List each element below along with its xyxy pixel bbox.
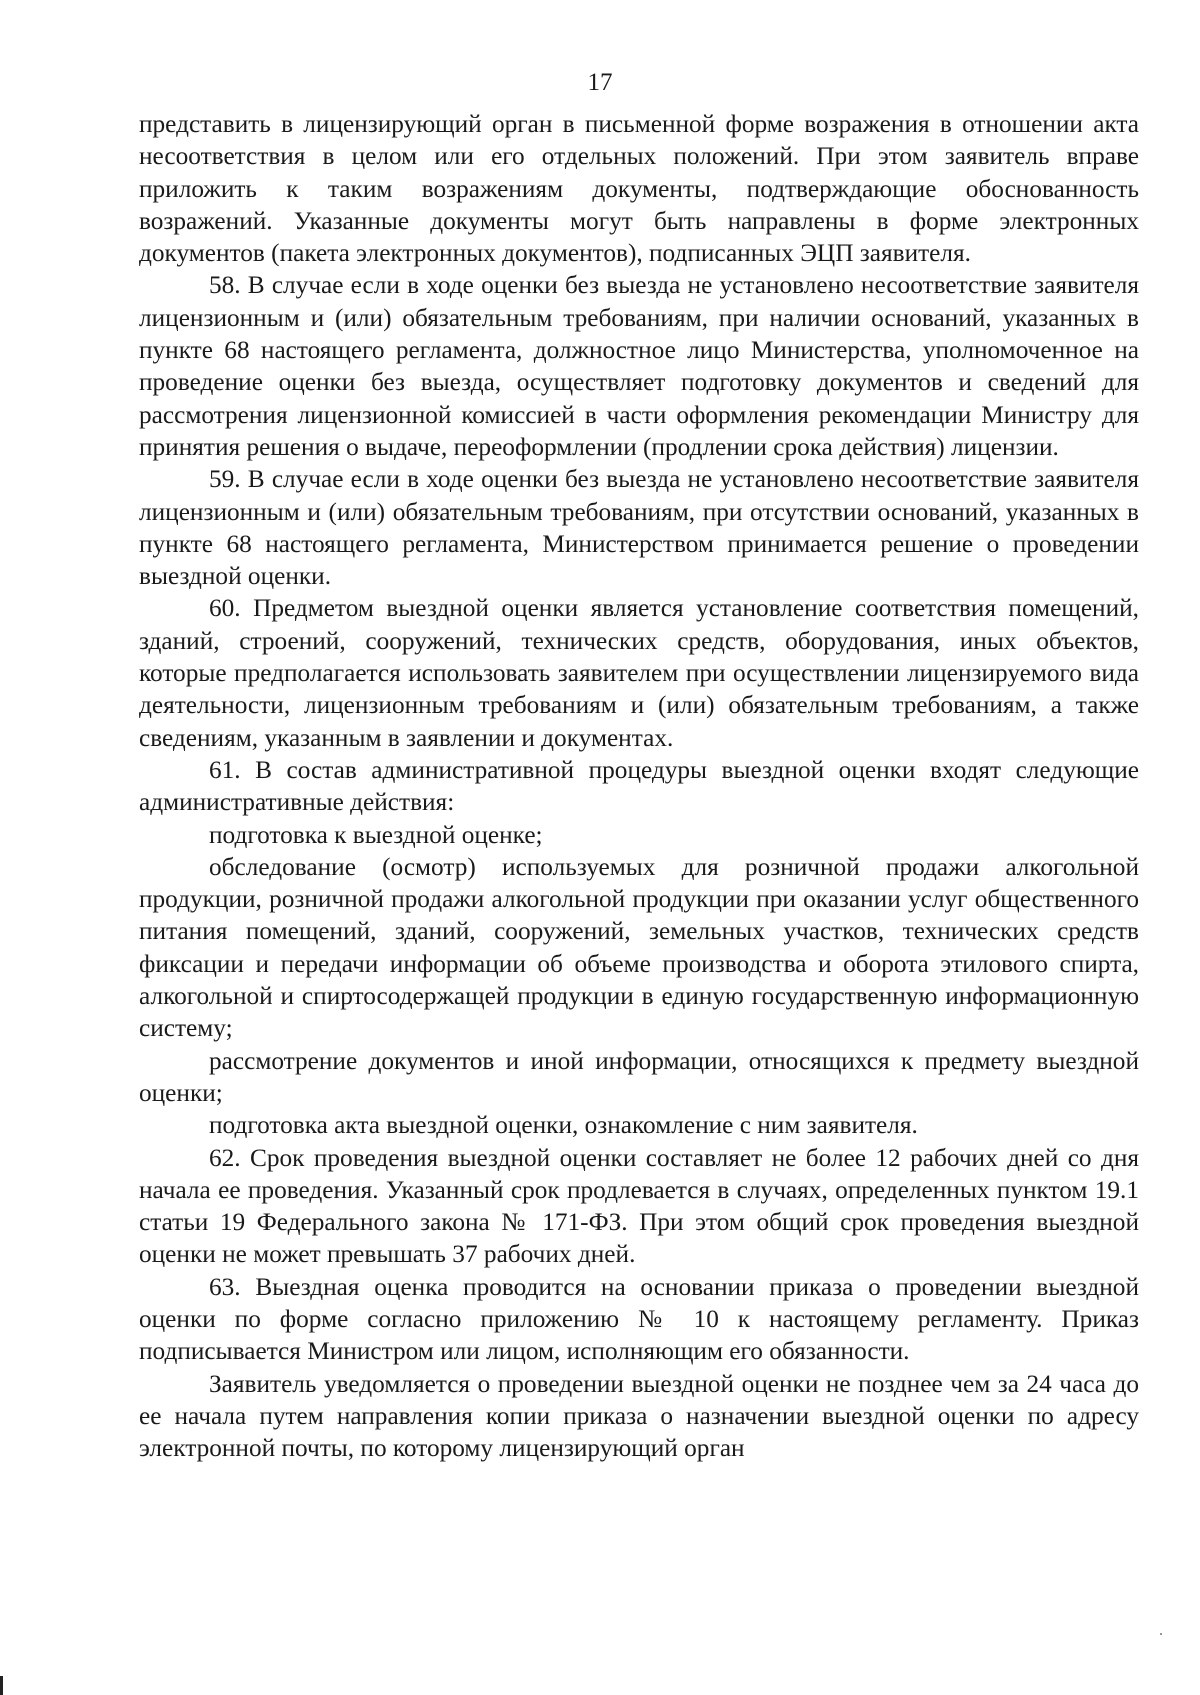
page-number: 17 — [587, 69, 613, 96]
paragraph-continuation: представить в лицензирующий орган в письменной форме возражения в отношении акта несоответствия в целом или его отдельных положений. При этом заявитель вправе приложить к таким возражениям документы, подтверждающие обоснованность возражений. Указанные документы могут быть направлены в форме электронных документов (пакета электронных документов), подписанных ЭЦП заявителя. — [139, 110, 1139, 268]
paragraph-notification: Заявитель уведомляется о проведении выездной оценки не позднее чем за 24 часа до ее начала путем направления копии приказа о назначении выездной оценки по адресу электронной почты, по которому лицензирующий орган — [139, 1369, 1139, 1463]
list-item-act-preparation: подготовка акта выездной оценки, ознакомление с ним заявителя. — [209, 1111, 918, 1140]
paragraph-58: 58. В случае если в ходе оценки без выезда не установлено несоответствие заявителя лицензионным и (или) обязательным требованиям, при наличии оснований, указанных в пункте 68 настоящего регламента, должностное лицо Министерства, уполномоченное на проведение оценки без выезда, осуществляет подготовку документов и сведений для рассмотрения лицензионной комиссией в части оформления рекомендации Министру для принятия решения о выдаче, переоформлении (продлении срока действия) лицензии. — [139, 271, 1139, 461]
list-item-review-documents: рассмотрение документов и иной информации, относящихся к предмету выездной оценки; — [139, 1046, 1139, 1107]
paragraph-62: 62. Срок проведения выездной оценки составляет не более 12 рабочих дней со дня начала ее проведения. Указанный срок продлевается в случаях, определенных пунктом 19.1 статьи 19 Федерального закона № 171-ФЗ. При этом общий срок проведения выездной оценки не может превышать 37 рабочих дней. — [139, 1143, 1139, 1269]
document-body — [139, 108, 1139, 1464]
scan-margin-mark — [0, 1676, 3, 1695]
paragraph-60: 60. Предметом выездной оценки является установление соответствия помещений, зданий, строений, сооружений, технических средств, оборудования, иных объектов, которые предполагается использовать заявителем при осуществлении лицензируемого вида деятельности, лицензионным требованиям и (или) обязательным требованиям, а также сведениям, указанным в заявлении и документах. — [139, 594, 1139, 752]
scan-dust-mark — [1160, 1633, 1162, 1635]
list-item-inspection: обследование (осмотр) используемых для розничной продажи алкогольной продукции, розничной продажи алкогольной продукции при оказании услуг общественного питания помещений, зданий, сооружений, земельных участков, технических средств фиксации и передачи информации об объеме производства и оборота этилового спирта, алкогольной и спиртосодержащей продукции в единую государственную информационную систему; — [139, 852, 1139, 1043]
paragraph-61: 61. В состав административной процедуры выездной оценки входят следующие административные действия: — [139, 755, 1139, 817]
paragraph-63: 63. Выездная оценка проводится на основании приказа о проведении выездной оценки по форме согласно приложению № 10 к настоящему регламенту. Приказ подписывается Министром или лицом, исполняющим его обязанности. — [139, 1272, 1139, 1366]
paragraph-59: 59. В случае если в ходе оценки без выезда не установлено несоответствие заявителя лицензионным и (или) обязательным требованиям, при отсутствии оснований, указанных в пункте 68 настоящего регламента, Министерством принимается решение о проведении выездной оценки. — [139, 465, 1139, 591]
list-item-preparation: подготовка к выездной оценке; — [209, 820, 543, 849]
